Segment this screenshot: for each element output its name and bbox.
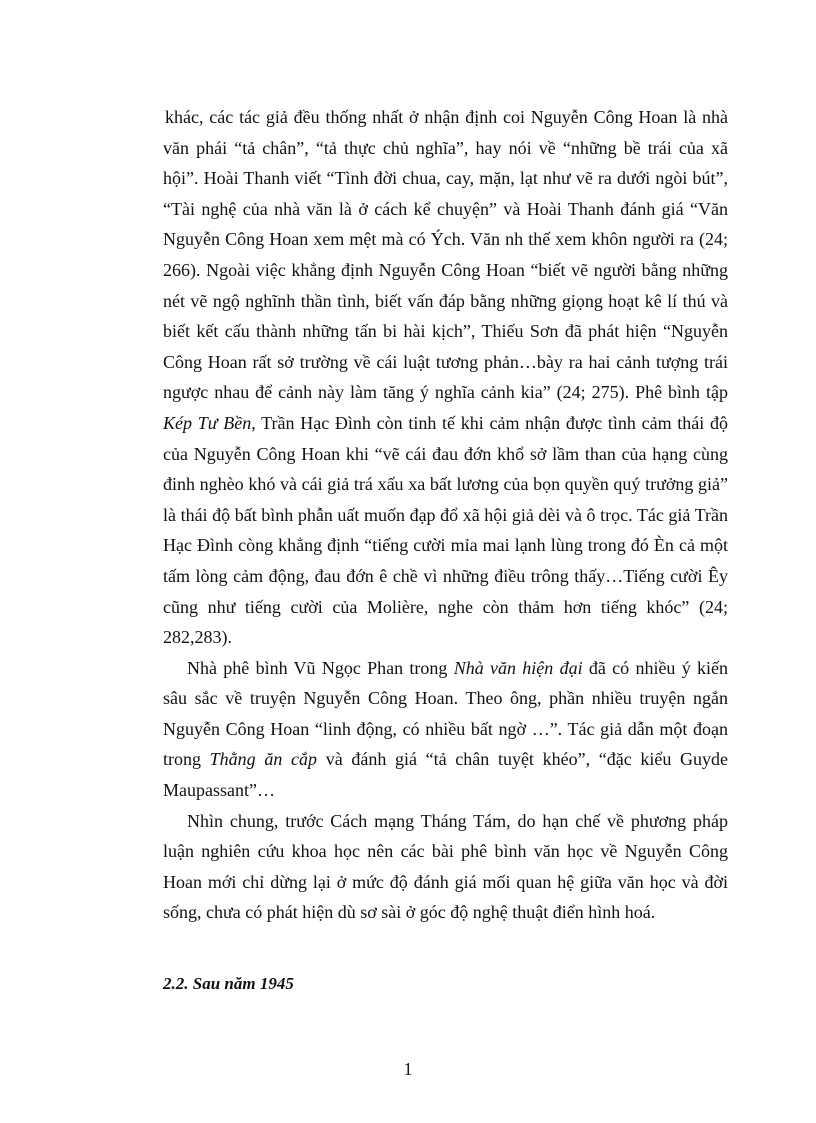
paragraph-2-text-b: đã có nhiều ý kiến sâu sắc về truyện Nguyễn Công Hoan. Theo ông, phần nhiều truyện ngắn Nguyễn Công Hoan “linh động, có nhiều bất ngờ …”. Tác giả dẫn một đoạn trong: [163, 657, 729, 770]
story-title-thang-an-cap: Thằng ăn cắp: [209, 749, 318, 770]
paragraph-1: [163, 102, 728, 653]
book-title-kep-tu-ben: Kép Tư Bền: [163, 412, 252, 433]
section-heading: 2.2. Sau năm 1945: [163, 974, 294, 993]
paragraph-2: [163, 653, 728, 806]
paragraph-1-text-a: khác, các tác giả đều thống nhất ở nhận định coi Nguyễn Công Hoan là nhà văn phái “tả chân”, “tả thực chủ nghĩa”, hay nói về “những bề trái của xã hội”. Hoài Thanh viết “Tình đời chua, cay, mặn, lạt như vẽ ra dưới ngòi bút”, “Tài nghệ của nhà văn là ở cách kể chuyện” và Hoài Thanh đánh giá “Văn Nguyễn Công Hoan xem mệt mà có Ých. Văn nh thế xem khôn người ra (24; 266). Ngoài việc khẳng định Nguyễn Công Hoan “biết vẽ người bằng những nét vẽ ngộ nghĩnh thần tình, biết vấn đáp bằng những giọng hoạt kê lí thú và biết kết cấu thành những tấn bi hài kịch”, Thiếu Sơn đã phát hiện “Nguyễn Công Hoan rất sở trường về cái luật tương phản…bày ra hai cảnh tượng trái ngược nhau để cảnh này làm tăng ý nghĩa cảnh kia” (24; 275). Phê bình tập: [163, 107, 728, 403]
paragraph-2-text-a: Nhà phê bình Vũ Ngọc Phan trong: [187, 657, 448, 678]
body-text: [163, 102, 728, 928]
paragraph-3: [163, 806, 728, 928]
paragraph-1-text-b: , Trần Hạc Đình còn tinh tế khi cảm nhận được tình cảm thái độ của Nguyễn Công Hoan khi “vẽ cái đau đớn khổ sở lầm than của hạng cùng đinh nghèo khó và cái giả trá xấu xa bất lương của bọn quyền quý trưởng giả” là thái độ bất bình phẫn uất muốn đạp đổ xã hội giả dèi và ô trọc. Tác giả Trần Hạc Đình còng khẳng định “tiếng cười mỉa mai lạnh lùng trong đó Èn cả một tấm lòng cảm động, đau đớn ê chề vì những điều trông thấy…Tiếng cười Êy cũng như tiếng cười của Molière, nghe còn thảm hơn tiếng khóc” (24; 282,283).: [163, 412, 728, 648]
paragraph-2-text-c: và đánh giá “tả chân tuyệt khéo”, “đặc kiểu Guyde Maupassant”…: [163, 749, 729, 801]
page-number: 1: [403, 1059, 413, 1079]
book-title-nha-van-hien-dai: Nhà văn hiện đại: [453, 657, 583, 678]
paragraph-3-text: Nhìn chung, trước Cách mạng Tháng Tám, do hạn chế về phương pháp luận nghiên cứu khoa học nên các bài phê bình văn học về Nguyễn Công Hoan mới chỉ dừng lại ở mức độ đánh giá mối quan hệ giữa văn học và đời sống, chưa có phát hiện dù sơ sài ở góc độ nghệ thuật điển hình hoá.: [163, 810, 728, 923]
